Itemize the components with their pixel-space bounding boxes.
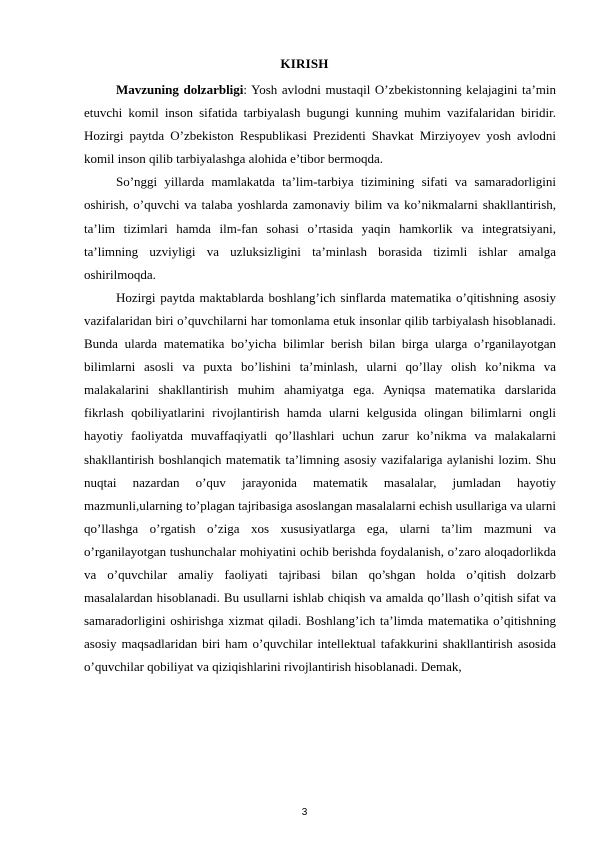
paragraph-text: Hozirgi paytda maktablarda boshlang’ich sinflarda matematika o’qitishning asosiy vazifalaridan biri o’quvchilarni har tomonlama etuk insonlar qilib tarbiyalash hisoblanadi. Bunda ularda matematika bo’yicha bilimlar berish bilan birga ularga o’rganilayotgan bilimlarni asosli va puxta bo’lishini ta’minlash, ularni qo’llay olish ko’nikma va malakalarini shakllantirish muhim ahamiyatga ega. Ayniqsa matematika darslarida fikrlash qobiliyatlarini rivojlantirish hamda ularni kelgusida olingan bilimlarni ongli hayotiy faoliyatda muvaffaqiyatli qo’llashlari uchun zarur ko’nikma va malakalarni shakllantirish boshlanqich matematik ta’limning asosiy vazifalariga aylanishi lozim. Shu nuqtai nazardan o’quv jarayonida matematik masalalar, jumladan hayotiy mazmunli,ularning to’plagan tajribasiga asoslangan masalalarni echish usullariga va ularni qo’llashga o’rgatish o’ziga xos xususiyatlarga ega, ularni ta’lim mazmuni va o’rganilayotgan tushunchalar mohiyatini ochib berishda foydalanish, o’zaro aloqadorlikda va o’quvchilar amaliy faoliyati tajribasi bilan qo’shgan holda o’qitish dolzarb masalalardan hisoblanadi. Bu usullarni ishlab chiqish va amalda qo’llash o’qitish sifat va samaradorligini oshirishga xizmat qiladi. Boshlang’ich ta’limda matematika o’qitishning asosiy maqsadlaridan biri ham o’quvchilar intellektual tafakkurini shakllantirish asosida o’quvchilar qobiliyat va qiziqishlarini rivojlantirish hisoblanadi. Demak, (84, 289, 556, 675)
paragraph-text: So’nggi yillarda mamlakatda ta’lim-tarbiya tizimining sifati va samaradorligini oshirish, o’quvchi va talaba yoshlarda zamonaviy bilim va ko’nikmalarni shakllantirish, ta’lim tizimlari hamda ilm-fan sohasi o’rtasida yaqin hamkorlik va integratsiyani, ta’limning uzviyligi va uzluksizligini ta’minlash borasida tizimli ishlar amalga oshirilmoqda. (84, 174, 556, 282)
page-number: 3 (301, 807, 308, 818)
paragraph-math-teaching (84, 286, 556, 679)
paragraph-lead: Mavzuning dolzarbligi (116, 82, 244, 97)
section-title: KIRISH (280, 56, 329, 71)
paragraph-education-system (84, 170, 556, 285)
body-text (84, 78, 556, 678)
paragraph-relevance (84, 78, 556, 170)
paragraph-text: : Yosh avlodni mustaqil O’zbekistonning kelajagini ta’min etuvchi komil inson sifatida tarbiyalash bugungi kunning muhim vazifalaridan biridir. Hozirgi paytda O’zbekiston Respublikasi Prezidenti Shavkat Mirziyoyev yosh avlodni komil inson qilib tarbiyalashga alohida e’tibor bermoqda. (84, 82, 556, 167)
